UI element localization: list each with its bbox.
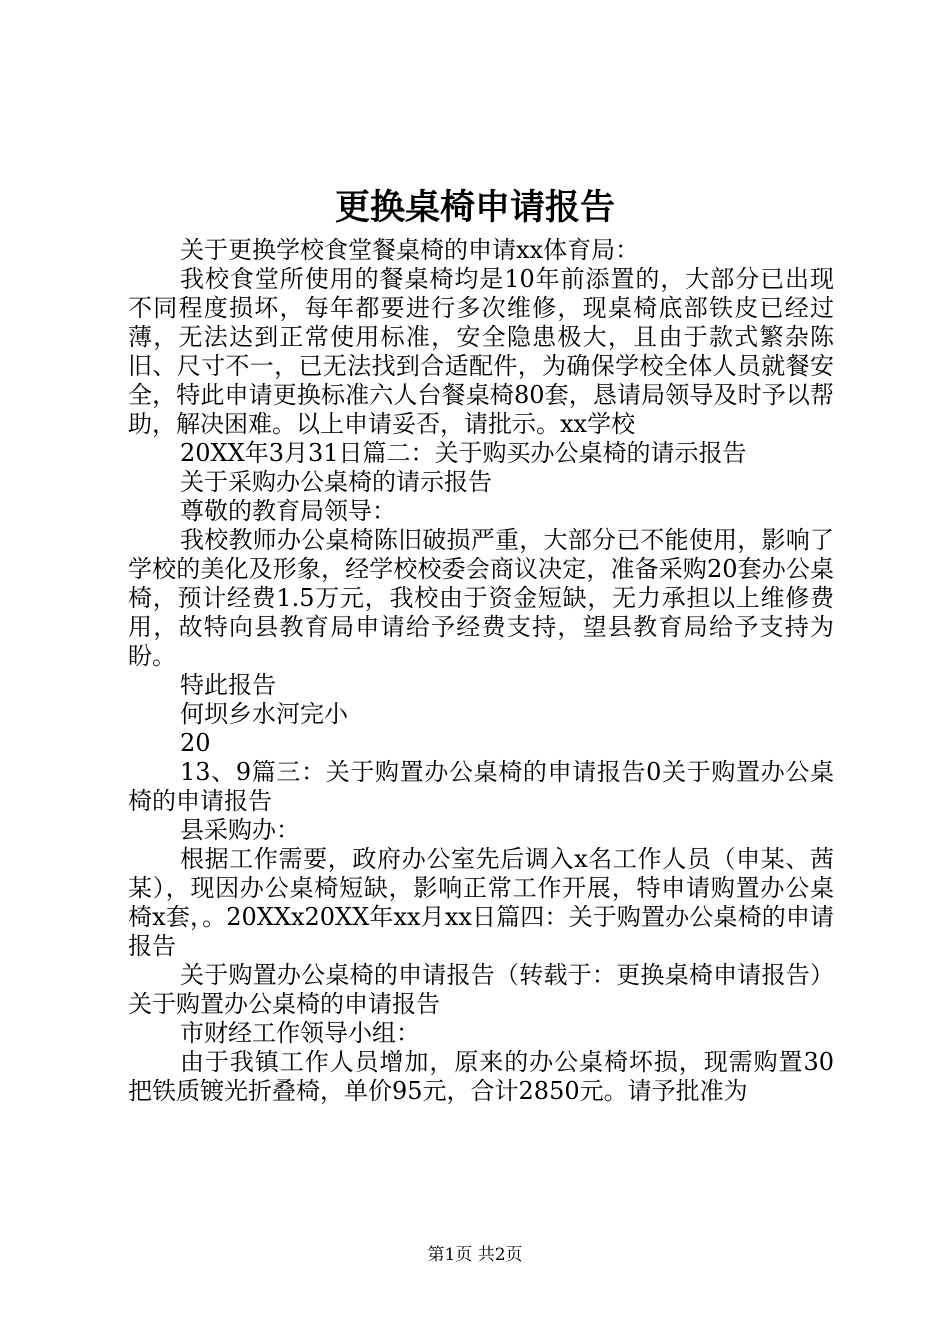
paragraph: 我校教师办公桌椅陈旧破损严重，大部分已不能使用，影响了学校的美化及形象，经学校校委会商议决定，准备采购20套办公桌椅，预计经费1.5万元，我校由于资金短缺，无力承担以上维修费用，故特向县教育局申请给予经费支持，望县教育局给予支持为盼。 [128,526,834,670]
paragraph: 13、9篇三：关于购置办公桌椅的申请报告0关于购置办公桌椅的申请报告 [128,758,834,815]
paragraph: 我校食堂所使用的餐桌椅均是10年前添置的，大部分已出现不同程度损坏，每年都要进行多次维修，现桌椅底部铁皮已经过薄，无法达到正常使用标准，安全隐患极大，且由于款式繁杂陈旧、尺寸不一，已无法找到合适配件，为确保学校全体人员就餐安全，特此申请更换标准六人台餐桌椅80套，恳请局领导及时予以帮助，解决困难。以上申请妥否，请批示。xx学校 [128,265,834,438]
paragraph: 关于更换学校食堂餐桌椅的申请xx体育局： [180,236,640,264]
paragraph: 尊敬的教育局领导： [180,497,396,525]
paragraph: 由于我镇工作人员增加，原来的办公桌椅坏损，现需购置30把铁质镀光折叠椅，单价95元，合计2850元。请予批准为 [128,1048,834,1105]
paragraph: 关于采购办公桌椅的请示报告 [180,468,492,496]
paragraph: 根据工作需要，政府办公室先后调入x名工作人员（申某、茜某），现因办公桌椅短缺，影响正常工作开展，特申请购置办公桌椅x套，。20XXx20XX年xx月xx日篇四：关于购置办公桌椅的申请报告 [128,845,834,960]
paragraph: 20XX年3月31日篇二：关于购买办公桌椅的请示报告 [180,439,747,467]
paragraph: 何坝乡水河完小 [180,700,348,728]
paragraph: 关于购置办公桌椅的申请报告（转载于：更换桌椅申请报告）关于购置办公桌椅的申请报告 [128,961,834,1018]
page-footer: 第1页 共2页 [427,1245,523,1265]
paragraph: 市财经工作领导小组： [180,1019,420,1047]
document-body [128,236,834,1106]
paragraph: 县采购办： [180,816,300,844]
paragraph: 特此报告 [180,671,276,699]
document-title: 更换桌椅申请报告 [334,187,615,228]
paragraph: 20 [180,729,211,757]
